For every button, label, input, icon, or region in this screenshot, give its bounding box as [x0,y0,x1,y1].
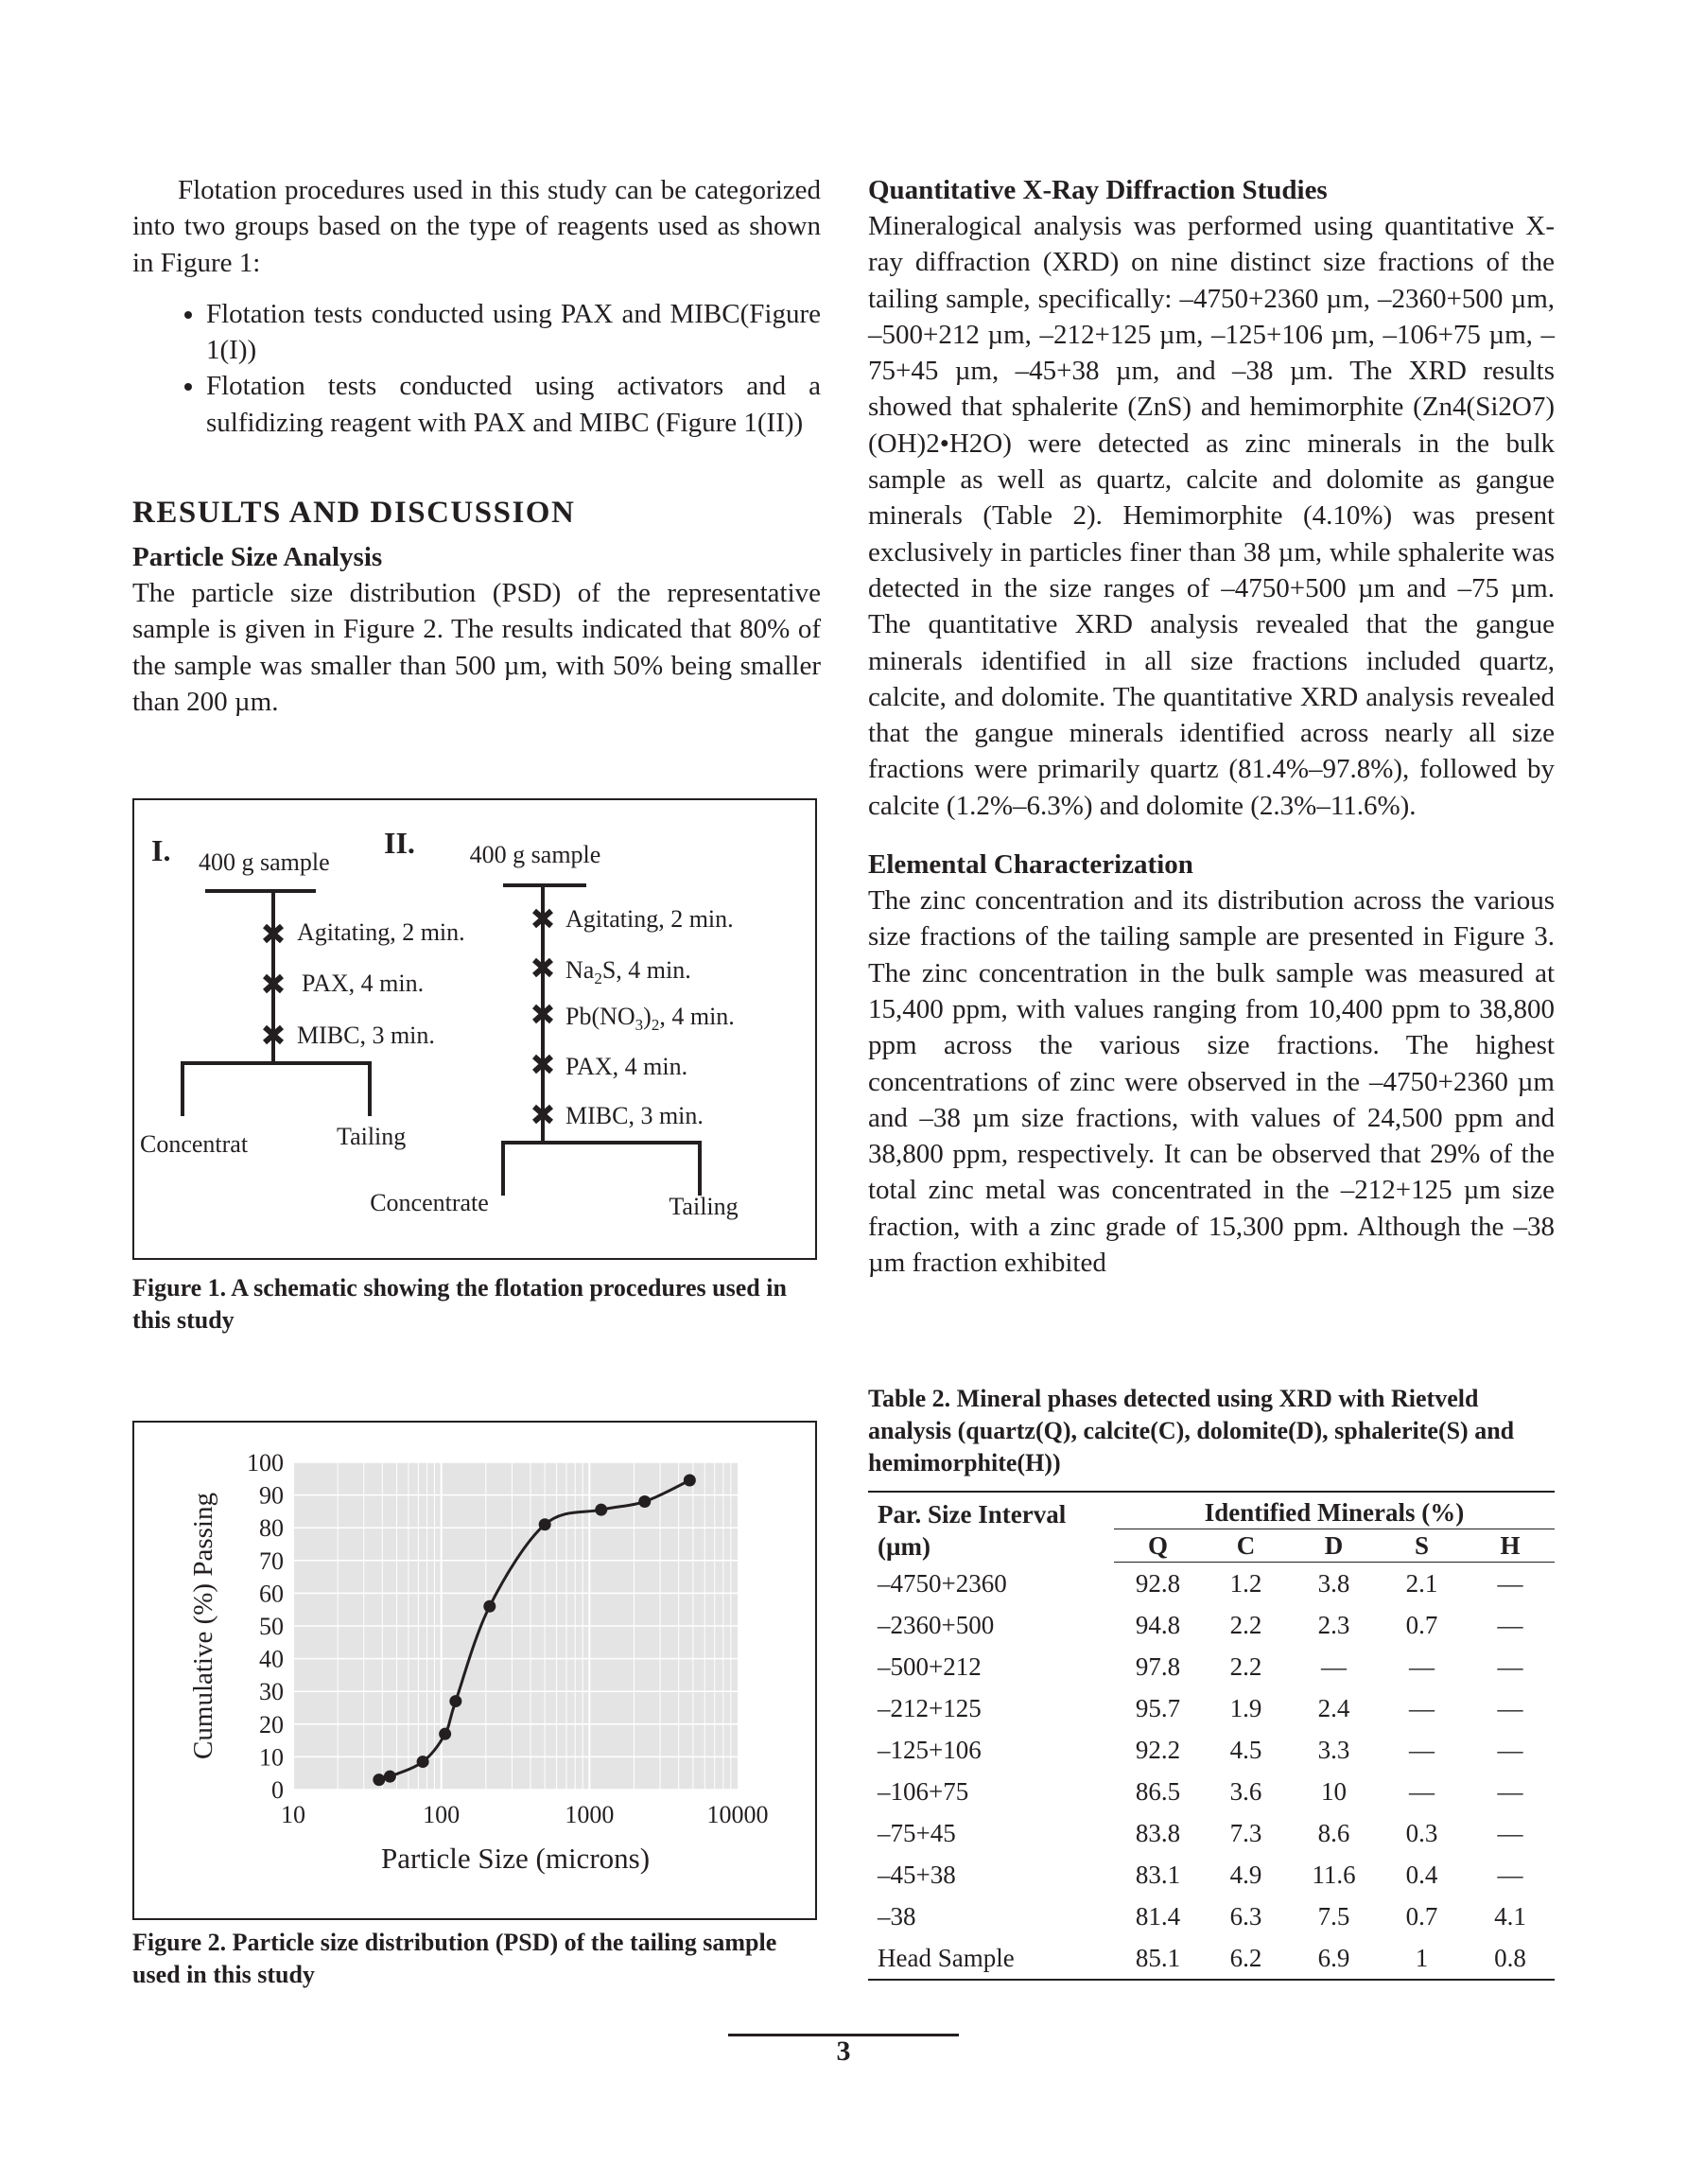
left-column [132,172,821,720]
y-tick-label: 40 [259,1645,284,1673]
value-cell: 10 [1321,1777,1347,1806]
step-label: PAX, 4 min. [302,970,425,997]
x-tick-label: 10000 [706,1801,769,1828]
list-item: • Flotation tests conducted using PAX and MIBC(Figure 1(I)) [206,296,821,369]
value-cell: 2.1 [1405,1569,1438,1598]
data-point [595,1504,607,1516]
figure-1-caption: Figure 1. A schematic showing the flotation procedures used in this study [132,1274,787,1334]
figure-2-caption: Figure 2. Particle size distribution (PSD) of the tailing sample used in this study [132,1929,777,1988]
value-cell: 2.2 [1229,1652,1262,1681]
table-row [868,1854,1555,1896]
panel-label: I. [151,833,171,867]
mineral-phase-table [868,1491,1555,1981]
psd-chart [134,1423,819,1922]
data-point [373,1773,385,1786]
y-axis-label: Cumulative (%) Passing [188,1493,218,1759]
step-label: $Na_2S$, 4 min. [565,956,691,987]
page-number: 3 [836,2035,851,2067]
elemental-paragraph: The zinc concentration and its distribution across the various size fractions of the tailing sample are presented in Figure 3. The zinc concentration in the bulk sample was measured at 15,400 ppm, with values ranging from 10,400 ppm to 38,800 ppm across the various size fractions. The highest concentrations of zinc were observed in the –4750+2360 µm and –38 µm size fractions, with values of 24,500 ppm and 38,800 ppm, respectively. It can be observed that 29% of the total zinc metal was concentrated in the –212+125 µm size fraction, with a zinc grade of 15,300 ppm. Although the –38 µm fraction exhibited [868,885,1555,1279]
minerals-group-header: Identified Minerals (%) [1114,1492,1555,1529]
value-cell: 3.3 [1317,1736,1350,1764]
x-tick-label: 100 [423,1801,461,1828]
value-cell: 2.2 [1229,1611,1262,1639]
y-tick-label: 50 [259,1613,284,1640]
value-cell: 3.8 [1317,1569,1350,1598]
value-cell: 92.2 [1135,1736,1181,1764]
value-cell: — [1497,1652,1523,1681]
data-point [684,1475,696,1487]
value-cell: — [1409,1777,1435,1806]
section-heading: RESULTS AND DISCUSSION [132,496,576,531]
column-header: C [1202,1529,1290,1563]
value-cell: 6.9 [1317,1944,1350,1972]
value-cell: 8.6 [1317,1819,1350,1847]
y-axis-ticks [247,1449,284,1804]
value-cell: 95.7 [1135,1694,1181,1722]
column-header: H [1466,1529,1555,1563]
y-tick-label: 90 [259,1481,284,1510]
x-axis-label: Particle Size (microns) [380,1842,651,1875]
value-cell: — [1497,1569,1523,1598]
value-cell: 85.1 [1135,1944,1181,1972]
value-cell: — [1409,1694,1435,1722]
subsection-heading: Elemental Characterization [868,849,1193,881]
value-cell: 11.6 [1312,1861,1356,1889]
concentrate-label: Concentrate [370,1189,489,1216]
data-point [439,1728,451,1740]
step-label: MIBC, 3 min. [565,1102,704,1129]
size-column-header: Par. Size Interval (µm) [878,1499,1067,1561]
value-cell: — [1409,1652,1435,1681]
table-row [868,1563,1555,1605]
psa-paragraph: The particle size distribution (PSD) of the representative sample is given in Figure 2. The results indicated that 80% of the sample was smaller than 500 µm, with 50% being smaller than 200 µm. [132,578,821,717]
right-column [868,172,1555,1281]
y-tick-label: 10 [259,1743,284,1772]
value-cell: 7.5 [1317,1902,1350,1931]
step-label: MIBC, 3 min. [297,1022,435,1049]
value-cell: — [1409,1736,1435,1764]
size-cell: –38 [878,1902,916,1931]
value-cell: 2.4 [1317,1694,1350,1722]
value-cell: 81.4 [1135,1902,1181,1931]
column-header: D [1290,1529,1378,1563]
value-cell: 2.3 [1317,1611,1350,1639]
value-cell: — [1497,1819,1523,1847]
column-header: Q [1114,1529,1202,1563]
list-item: • Flotation tests conducted using activators and a sulfidizing reagent with PAX and MIBC (Figure 1(II)) [206,368,821,441]
value-cell: 83.8 [1135,1819,1181,1847]
value-cell: 0.3 [1405,1819,1438,1847]
size-cell: –125+106 [878,1736,982,1764]
value-cell: 3.6 [1229,1777,1262,1806]
table-row [868,1604,1555,1646]
value-cell: 1 [1415,1944,1429,1972]
value-cell: 0.8 [1494,1944,1526,1972]
size-cell: –212+125 [878,1694,982,1722]
intro-paragraph: Flotation procedures used in this study can be categorized into two groups based on the type of reagents used as shown in Figure 1: [132,175,821,278]
table-row [868,1646,1555,1687]
concentrate-label: Concentrat [140,1130,249,1158]
y-tick-label: 60 [259,1580,284,1608]
table-row [868,1729,1555,1771]
panel-label: II. [384,826,415,860]
tailing-label: Tailing [669,1193,739,1220]
xrd-paragraph: Mineralogical analysis was performed using quantitative X-ray diffraction (XRD) on nine distinct size fractions of the tailing sample, specifically: –4750+2360 µm, –2360+500 µm, –500+212 µm, –212+125 µm, –125+106 µm, –106+75 µm, –75+45 µm, –45+38 µm, and –38 µm. The XRD results showed that sphalerite (ZnS) and hemimorphite (Zn4(Si2O7)(OH)2•H2O) were detected as zinc minerals in the bulk sample as well as quartz, calcite and dolomite as gangue minerals (Table 2). Hemimorphite (4.10%) was present exclusively in particles finer than 38 µm, while sphalerite was detected in the size ranges of –4750+500 µm and –75 µm. The quantitative XRD analysis revealed that the gangue minerals identified in all size fractions included quartz, calcite, and dolomite. The quantitative XRD analysis revealed that the gangue minerals identified across nearly all size fractions were primarily quartz (81.4%–97.8%), followed by calcite (1.2%–6.3%) and dolomite (2.3%–11.6%). [868,211,1555,821]
procedure-list [132,296,821,441]
table-row [868,1812,1555,1854]
column-header: S [1378,1529,1466,1563]
y-tick-label: 20 [259,1710,284,1738]
value-cell: 7.3 [1229,1819,1262,1847]
value-cell: 0.4 [1405,1861,1438,1889]
tailing-label: Tailing [337,1123,407,1150]
value-cell: 86.5 [1135,1777,1181,1806]
value-cell: 4.1 [1494,1902,1526,1931]
y-tick-label: 80 [259,1514,284,1543]
x-axis-ticks [281,1801,769,1828]
value-cell: 83.1 [1135,1861,1181,1889]
data-point [539,1518,551,1530]
step-label: Agitating, 2 min. [565,905,734,933]
size-cell: –45+38 [878,1861,956,1889]
x-tick-label: 10 [281,1801,305,1828]
figure-1 [132,798,817,1260]
size-cell: –500+212 [878,1652,982,1681]
step-label: Agitating, 2 min. [297,918,465,946]
table-row [868,1771,1555,1812]
data-point [449,1695,461,1707]
value-cell: 4.9 [1229,1861,1262,1889]
table-row [868,1937,1555,1980]
value-cell: — [1497,1694,1523,1722]
subsection-heading: Quantitative X-Ray Diffraction Studies [868,175,1328,205]
value-cell: 6.3 [1229,1902,1262,1931]
value-cell: — [1497,1777,1523,1806]
size-cell: –4750+2360 [878,1568,1007,1598]
value-cell: 92.8 [1135,1569,1181,1598]
value-cell: 94.8 [1135,1611,1181,1639]
x-tick-label: 1000 [565,1801,615,1828]
value-cell: 0.7 [1405,1611,1438,1639]
table-row [868,1896,1555,1937]
figure-2 [132,1421,817,1920]
y-tick-label: 100 [247,1449,284,1476]
y-tick-label: 30 [259,1678,284,1706]
step-label: $Pb(NO_3)_2$, 4 min. [565,1003,735,1034]
data-point [384,1771,396,1783]
y-tick-label: 0 [271,1776,284,1804]
value-cell: 6.2 [1229,1944,1262,1972]
size-cell: –2360+500 [878,1611,995,1639]
value-cell: 0.7 [1405,1902,1438,1931]
data-point [417,1756,429,1768]
value-cell: 1.2 [1229,1569,1262,1598]
subsection-heading: Particle Size Analysis [132,542,383,573]
value-cell: 1.9 [1229,1694,1262,1722]
value-cell: 4.5 [1229,1736,1262,1764]
size-cell: –106+75 [878,1777,969,1806]
value-cell: — [1497,1861,1523,1889]
step-label: PAX, 4 min. [565,1053,688,1080]
table-2-caption: Table 2. Mineral phases detected using XRD with Rietveld analysis (quartz(Q), calcite(C), dolomite(D), sphalerite(S) and hemimorphite(H)) [868,1385,1515,1476]
data-point [638,1495,651,1508]
data-point [483,1600,496,1613]
value-cell: — [1321,1652,1347,1681]
value-cell: 97.8 [1135,1652,1181,1681]
size-cell: –75+45 [878,1819,956,1847]
flotation-schematic [134,800,819,1262]
table-row [868,1687,1555,1729]
size-cell: Head Sample [878,1944,1015,1972]
y-tick-label: 70 [259,1546,284,1575]
sample-label: 400 g sample [469,841,601,868]
value-cell: — [1497,1736,1523,1764]
value-cell: — [1497,1611,1523,1639]
sample-label: 400 g sample [199,848,330,876]
